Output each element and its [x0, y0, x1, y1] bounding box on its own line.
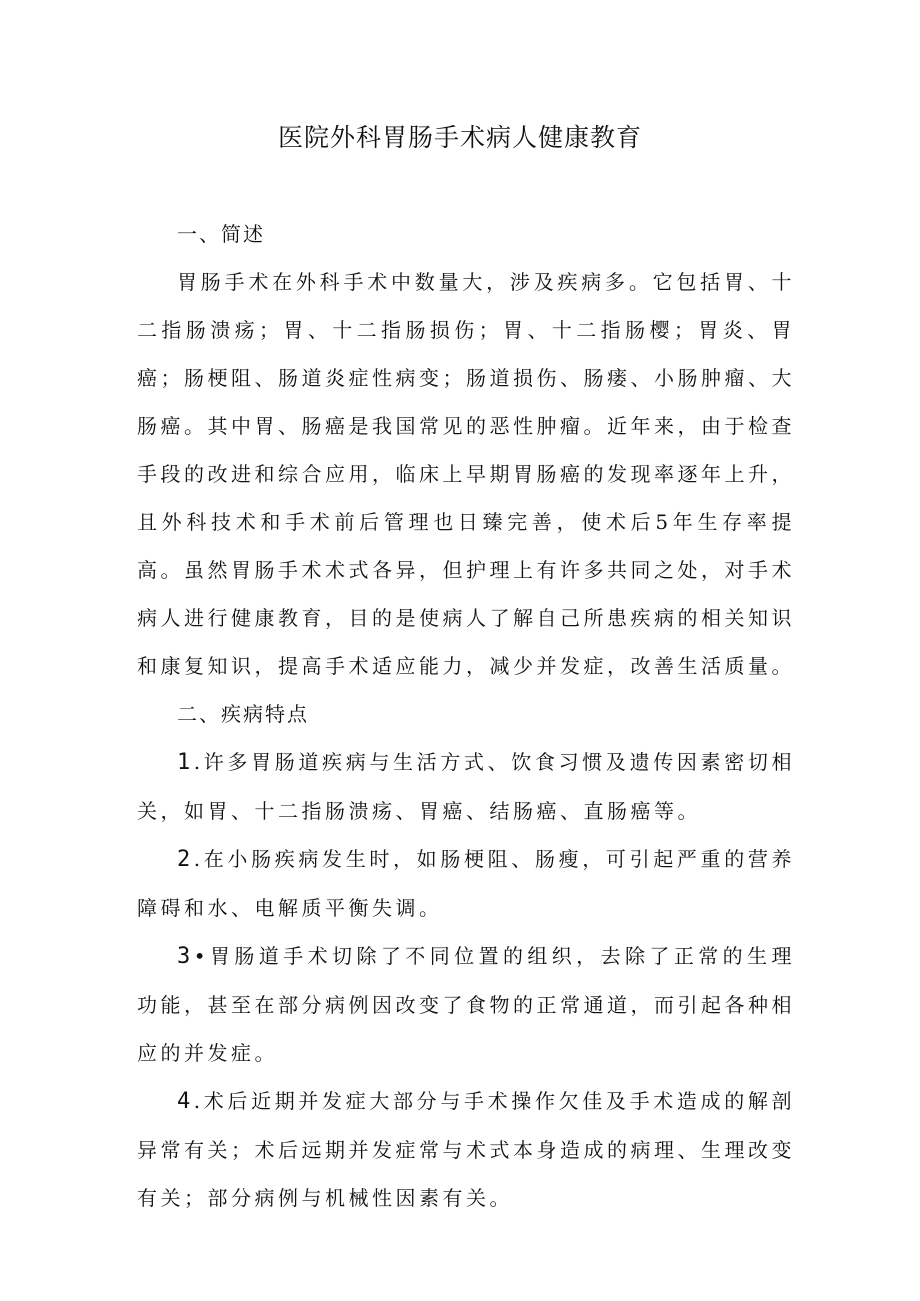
overview-paragraph: 胃肠手术在外科手术中数量大，涉及疾病多。它包括胃、十二指肠溃疡；胃、十二指肠损伤；胃、十二指肠樱；胃炎、胃癌；肠梗阻、肠道炎症性病变；肠道损伤、肠瘘、小肠肿瘤、大肠癌。其中胃、肠癌是我国常见的恶性肿瘤。近年来，由于检查手段的改进和综合应用，临床上早期胃肠癌的发现率逐年上升，且外科技术和手术前后管理也日臻完善，使术后5年生存率提高。虽然胃肠手术术式各异，但护理上有许多共同之处，对手术病人进行健康教育，目的是使病人了解自己所患疾病的相关知识和康复知识，提高手术适应能力，减少并发症，改善生活质量。 [137, 270, 795, 678]
section-heading-disease-features: 二、疾病特点 [177, 702, 309, 726]
item-text: 胃肠道手术切除了不同位置的组织，去除了正常的生理功能，甚至在部分病例因改变了食物的正常通道，而引起各种相应的并发症。 [137, 944, 795, 1065]
item-separator: . [193, 1089, 204, 1113]
disease-feature-item [137, 835, 795, 932]
document-body [137, 210, 795, 1222]
document-title: 医院外科胃肠手术病人健康教育 [277, 123, 642, 152]
section-heading-overview: 一、简述 [177, 222, 265, 246]
item-text: 在小肠疾病发生时，如肠梗阻、肠瘦，可引起严重的营养障碍和水、电解质平衡失调。 [137, 847, 795, 920]
disease-feature-item [137, 738, 795, 835]
disease-feature-item [137, 1077, 795, 1222]
item-separator: . [193, 750, 204, 774]
item-number: 2 [177, 847, 194, 872]
disease-feature-item [137, 932, 795, 1077]
item-separator: . [193, 847, 204, 871]
item-text: 许多胃肠道疾病与生活方式、饮食习惯及遗传因素密切相关，如胃、十二指肠溃疡、胃癌、结肠癌、直肠癌等。 [137, 750, 795, 823]
item-number: 3 [177, 944, 194, 969]
item-separator: • [193, 944, 210, 968]
item-text: 术后近期并发症大部分与手术操作欠佳及手术造成的解剖异常有关；术后远期并发症常与术式本身造成的病理、生理改变有关；部分病例与机械性因素有关。 [137, 1089, 795, 1210]
item-number: 4 [177, 1089, 194, 1114]
item-number: 1 [177, 750, 194, 775]
